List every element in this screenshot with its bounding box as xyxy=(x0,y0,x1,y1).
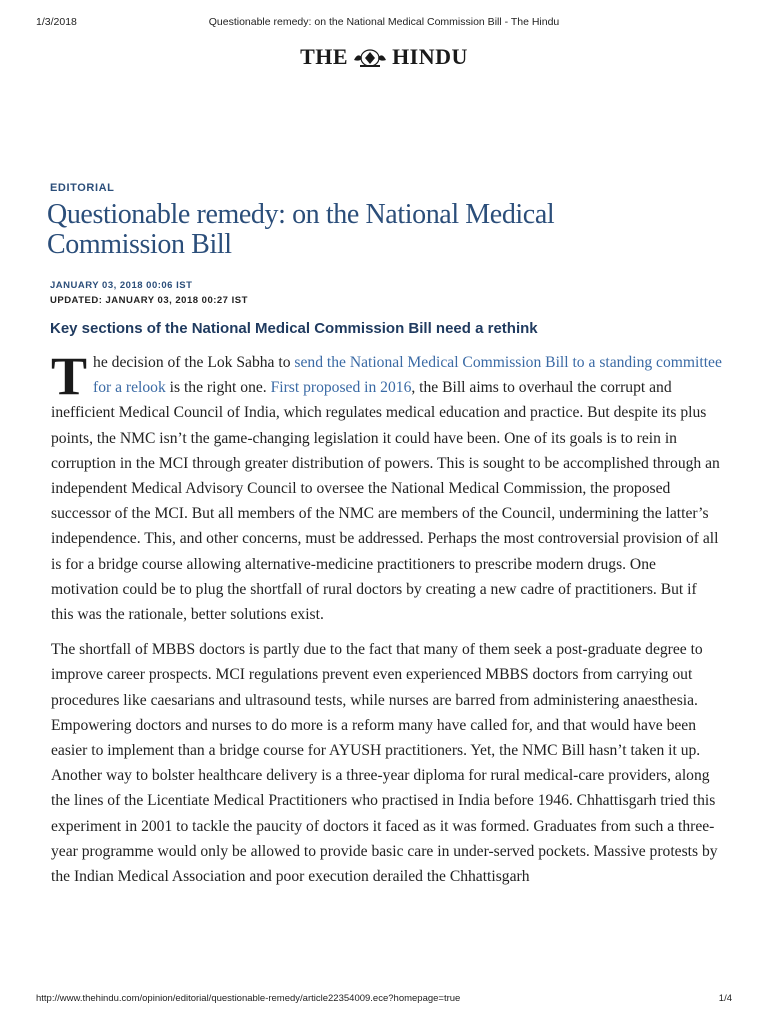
masthead-logo[interactable] xyxy=(0,44,768,70)
updated-date: UPDATED: JANUARY 03, 2018 00:27 IST xyxy=(50,295,248,306)
masthead-hindu: HINDU xyxy=(392,44,468,69)
paragraph-1-text-c: , the Bill aims to overhaul the corrupt and inefficient Medical Council of India, which regulates medical education and practice. But despite its plus points, the NMC isn’t the game-changing legislation it could have been. One of its goals is to rein in corruption in the MCI through greater distribution of powers. This is sought to be accomplished through an independent Medical Advisory Council to oversee the National Medical Commission, the proposed successor of the MCI. But all members of the NMC are members of the Council, undermining the latter’s independence. This, and other concerns, must be addressed. Perhaps the most controversial provision of all is for a bridge course allowing alternative-medicine practitioners to prescribe modern drugs. One motivation could be to plug the shortfall of rural doctors by creating a new cadre of practitioners. But if this was the rationale, better solutions exist. xyxy=(51,379,720,624)
published-date: JANUARY 03, 2018 00:06 IST xyxy=(50,280,193,291)
link-first-proposed[interactable]: First proposed in 2016 xyxy=(270,379,412,397)
paragraph-1-text-a: he decision of the Lok Sabha to xyxy=(93,354,295,371)
section-label[interactable]: EDITORIAL xyxy=(50,182,115,194)
article-headline: Questionable remedy: on the National Medical Commission Bill xyxy=(47,199,555,260)
print-footer xyxy=(36,993,732,1007)
link-standing-committee[interactable]: send the National Medical Commission Bill to a standing committee for a relook xyxy=(93,354,722,397)
paragraph-1 xyxy=(51,346,723,627)
paragraph-2: The shortfall of MBBS doctors is partly due to the fact that many of them seek a post-graduate degree to improve career prospects. MCI regulations prevent even experienced MBBS doctors from carrying out procedures like caesarians and ultrasound tests, while nurses are barred from administering anaesthesia. Empowering doctors and nurses to do more is a reform many have called for, and that would have been easier to implement than a bridge course for AYUSH practitioners. Yet, the NMC Bill hasn’t taken it up. Another way to bolster healthcare delivery is a three-year diploma for rural medical-care providers, along the lines of the Licentiate Medical Practitioners who practised in India before 1946. Chhattisgarh tried this experiment in 2001 to tackle the paucity of doctors it faced as it was formed. Graduates from such a three-year programme would only be allowed to provide basic care in under-served pockets. Massive protests by the Indian Medical Association and poor execution derailed the Chhattisgarh xyxy=(51,641,718,886)
print-page-title: Questionable remedy: on the National Medical Commission Bill - The Hindu xyxy=(208,16,560,28)
paragraph-1-text-b: is the right one. xyxy=(165,379,271,397)
dateline xyxy=(50,278,248,308)
print-date: 1/3/2018 xyxy=(36,16,77,28)
article-body xyxy=(51,346,723,899)
print-header xyxy=(36,16,732,30)
article-standfirst: Key sections of the National Medical Commission Bill need a rethink xyxy=(50,320,538,337)
print-url[interactable]: http://www.thehindu.com/opinion/editorial/questionable-remedy/article22354009.ece?homepage=true xyxy=(36,993,461,1004)
masthead-the: THE xyxy=(300,44,349,69)
newspaper-emblem-icon xyxy=(352,46,388,68)
page-number: 1/4 xyxy=(718,993,732,1004)
drop-cap: T xyxy=(51,346,88,406)
